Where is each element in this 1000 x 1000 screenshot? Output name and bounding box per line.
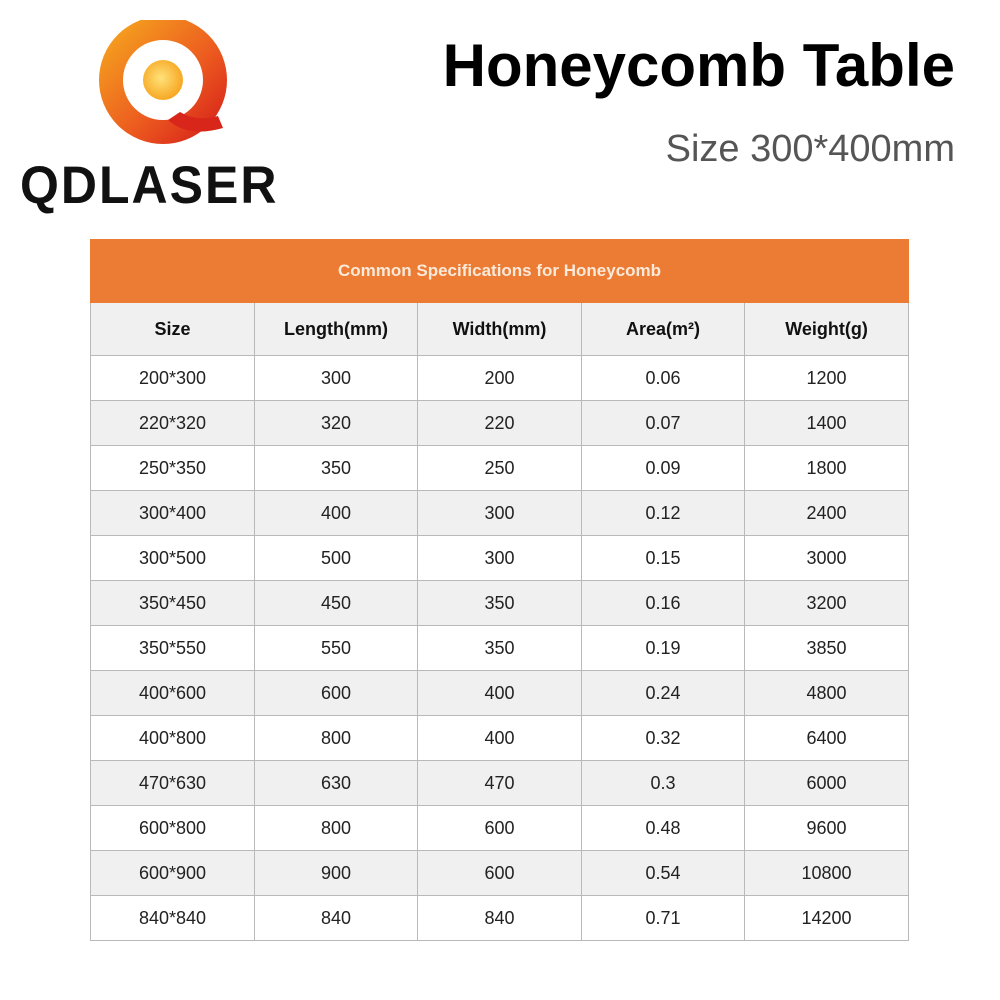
cell-size: 600*900 — [91, 851, 255, 896]
cell-length: 550 — [255, 626, 418, 671]
cell-weight: 9600 — [745, 806, 909, 851]
cell-area: 0.19 — [582, 626, 745, 671]
table-row — [91, 356, 909, 401]
cell-width: 600 — [418, 851, 582, 896]
cell-weight: 1800 — [745, 446, 909, 491]
cell-width: 250 — [418, 446, 582, 491]
table-row — [91, 761, 909, 806]
table-banner: Common Specifications for Honeycomb — [91, 240, 909, 303]
cell-width: 300 — [418, 491, 582, 536]
cell-size: 400*600 — [91, 671, 255, 716]
table-row — [91, 446, 909, 491]
cell-length: 630 — [255, 761, 418, 806]
cell-weight: 1400 — [745, 401, 909, 446]
cell-size: 600*800 — [91, 806, 255, 851]
table-row — [91, 491, 909, 536]
table-body — [91, 356, 909, 941]
cell-length: 500 — [255, 536, 418, 581]
cell-length: 300 — [255, 356, 418, 401]
column-header-length: Length(mm) — [255, 303, 418, 356]
table-row — [91, 851, 909, 896]
cell-weight: 3200 — [745, 581, 909, 626]
cell-length: 400 — [255, 491, 418, 536]
cell-weight: 6400 — [745, 716, 909, 761]
table-header-row — [91, 303, 909, 356]
cell-size: 400*800 — [91, 716, 255, 761]
cell-length: 450 — [255, 581, 418, 626]
cell-width: 300 — [418, 536, 582, 581]
spec-table — [90, 239, 909, 941]
sun-q-logo-icon — [18, 20, 318, 160]
cell-weight: 6000 — [745, 761, 909, 806]
column-header-weight: Weight(g) — [745, 303, 909, 356]
cell-width: 840 — [418, 896, 582, 941]
cell-area: 0.24 — [582, 671, 745, 716]
table-row — [91, 626, 909, 671]
cell-size: 300*500 — [91, 536, 255, 581]
cell-weight: 2400 — [745, 491, 909, 536]
table-row — [91, 401, 909, 446]
cell-weight: 3850 — [745, 626, 909, 671]
cell-width: 400 — [418, 716, 582, 761]
table-row — [91, 581, 909, 626]
brand-name: QDLASER — [20, 155, 279, 215]
cell-area: 0.07 — [582, 401, 745, 446]
cell-width: 400 — [418, 671, 582, 716]
column-header-size: Size — [91, 303, 255, 356]
cell-area: 0.3 — [582, 761, 745, 806]
cell-weight: 4800 — [745, 671, 909, 716]
cell-size: 840*840 — [91, 896, 255, 941]
cell-area: 0.48 — [582, 806, 745, 851]
cell-width: 350 — [418, 626, 582, 671]
cell-width: 350 — [418, 581, 582, 626]
cell-size: 300*400 — [91, 491, 255, 536]
cell-weight: 1200 — [745, 356, 909, 401]
cell-size: 350*450 — [91, 581, 255, 626]
table-row — [91, 806, 909, 851]
cell-length: 840 — [255, 896, 418, 941]
cell-width: 470 — [418, 761, 582, 806]
table-banner-row — [91, 240, 909, 303]
cell-weight: 3000 — [745, 536, 909, 581]
cell-width: 600 — [418, 806, 582, 851]
cell-length: 350 — [255, 446, 418, 491]
cell-size: 470*630 — [91, 761, 255, 806]
cell-length: 800 — [255, 806, 418, 851]
page-title: Honeycomb Table — [442, 32, 955, 99]
cell-weight: 14200 — [745, 896, 909, 941]
cell-area: 0.09 — [582, 446, 745, 491]
cell-size: 200*300 — [91, 356, 255, 401]
cell-size: 350*550 — [91, 626, 255, 671]
table-row — [91, 716, 909, 761]
cell-size: 220*320 — [91, 401, 255, 446]
cell-length: 600 — [255, 671, 418, 716]
column-header-area: Area(m²) — [582, 303, 745, 356]
cell-area: 0.54 — [582, 851, 745, 896]
cell-area: 0.12 — [582, 491, 745, 536]
table-row — [91, 536, 909, 581]
cell-area: 0.71 — [582, 896, 745, 941]
brand-logo — [18, 20, 318, 215]
cell-width: 220 — [418, 401, 582, 446]
page-subtitle: Size 300*400mm — [665, 128, 955, 170]
cell-length: 320 — [255, 401, 418, 446]
cell-width: 200 — [418, 356, 582, 401]
column-header-width: Width(mm) — [418, 303, 582, 356]
cell-area: 0.06 — [582, 356, 745, 401]
cell-area: 0.15 — [582, 536, 745, 581]
table-row — [91, 671, 909, 716]
cell-weight: 10800 — [745, 851, 909, 896]
cell-area: 0.32 — [582, 716, 745, 761]
cell-length: 800 — [255, 716, 418, 761]
cell-size: 250*350 — [91, 446, 255, 491]
cell-area: 0.16 — [582, 581, 745, 626]
table-row — [91, 896, 909, 941]
cell-length: 900 — [255, 851, 418, 896]
